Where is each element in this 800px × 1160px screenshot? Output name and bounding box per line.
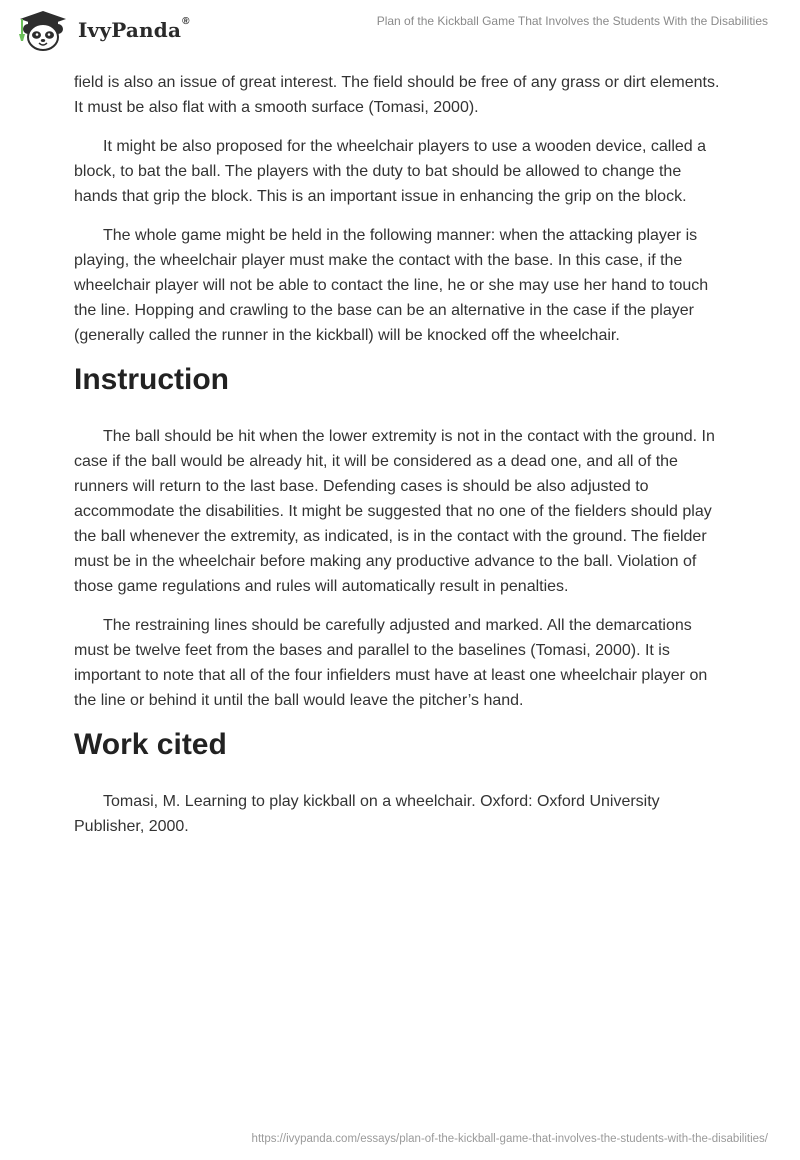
page-header <box>0 0 800 70</box>
registered-mark: ® <box>182 16 190 27</box>
logo-text: IvyPanda® <box>78 16 190 42</box>
paragraph: It might be also proposed for the wheelchair players to use a wooden device, called a block, to bat the ball. The players with the duty to bat should be allowed to change the hands that grip the block. This is an important issue in enhancing the grip on the block. <box>74 138 707 205</box>
source-url-link[interactable]: https://ivypanda.com/essays/plan-of-the-kickball-game-that-involves-the-students-with-the-disabilities/ <box>251 1133 768 1145</box>
logo[interactable] <box>14 8 190 52</box>
paragraph: field is also an issue of great interest. The field should be free of any grass or dirt elements. It must be also flat with a smooth surface (Tomasi, 2000). <box>74 74 720 116</box>
paragraph: The whole game might be held in the following manner: when the attacking player is playing, the wheelchair player must make the contact with the base. In this case, if the wheelchair player will not be able to contact the line, he or she may use her hand to touch the line. Hopping and crawling to the base can be an alternative in the case if the player (generally called the runner in the kickball) will be knocked off the wheelchair. <box>74 227 709 344</box>
section-heading-works-cited: Work cited <box>74 728 227 761</box>
section-heading-instruction: Instruction <box>74 363 229 396</box>
essay-content <box>74 70 728 853</box>
paragraph: The restraining lines should be carefully adjusted and marked. All the demarcations must be twelve feet from the bases and parallel to the baselines (Tomasi, 2000). It is important to note that all of the four infielders must have at least one wheelchair player on the line or behind it until the ball would leave the pitcher’s hand. <box>74 617 708 709</box>
citation: Tomasi, M. Learning to play kickball on a wheelchair. Oxford: Oxford University Publisher, 2000. <box>74 793 660 835</box>
document-title: Plan of the Kickball Game That Involves the Students With the Disabilities <box>376 14 768 28</box>
paragraph: The ball should be hit when the lower extremity is not in the contact with the ground. In case if the ball would be already hit, it will be considered as a dead one, and all of the runners will return to the last base. Defending cases is should be also adjusted to accommodate the disabilities. It might be suggested that no one of the fielders should play the ball whenever the extremity, as indicated, is in the contact with the ground. The fielder must be in the wheelchair before making any productive advance to the ball. Violation of those game regulations and rules will automatically result in penalties. <box>74 428 715 595</box>
panda-graduate-icon <box>14 8 72 52</box>
